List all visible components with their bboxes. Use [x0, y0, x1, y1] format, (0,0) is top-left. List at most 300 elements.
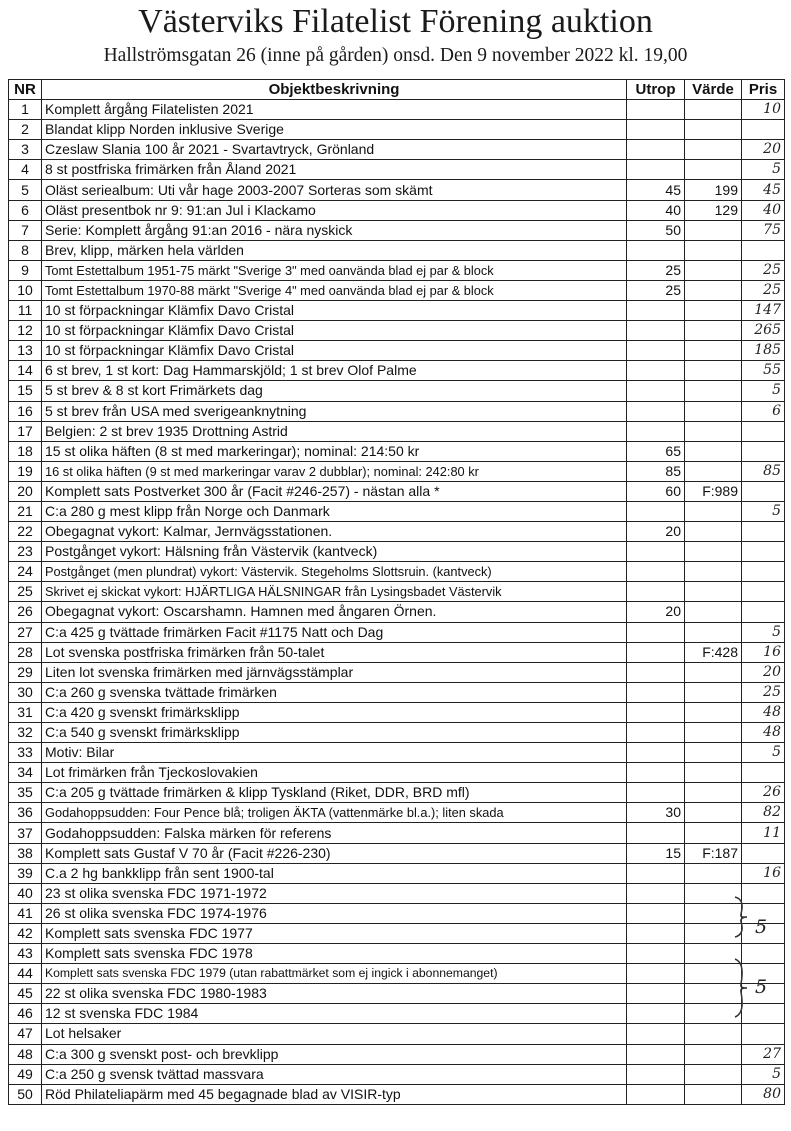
cell-nr: 23 — [9, 542, 42, 562]
table-row — [9, 923, 785, 943]
cell-nr: 41 — [9, 903, 42, 923]
cell-description: C.a 2 hg bankklipp från sent 1900-tal — [42, 863, 627, 883]
cell-varde — [685, 863, 742, 883]
cell-pris: 40 — [742, 200, 785, 220]
cell-utrop — [627, 120, 685, 140]
table-row — [9, 401, 785, 421]
table-row — [9, 220, 785, 240]
table-row — [9, 1084, 785, 1104]
table-row — [9, 903, 785, 923]
cell-utrop — [627, 883, 685, 903]
cell-utrop — [627, 160, 685, 180]
cell-nr: 31 — [9, 702, 42, 722]
cell-nr: 4 — [9, 160, 42, 180]
cell-varde — [685, 763, 742, 783]
cell-utrop — [627, 1084, 685, 1104]
cell-utrop — [627, 341, 685, 361]
cell-utrop: 45 — [627, 180, 685, 200]
cell-pris: 20 — [742, 140, 785, 160]
table-row — [9, 1064, 785, 1084]
cell-nr: 8 — [9, 240, 42, 260]
table-row — [9, 562, 785, 582]
cell-description: 6 st brev, 1 st kort: Dag Hammarskjöld; 1 st brev Olof Palme — [42, 361, 627, 381]
cell-utrop: 40 — [627, 200, 685, 220]
cell-description: Tomt Estettalbum 1970-88 märkt "Sverige 4" med oanvända blad ej par & block — [42, 280, 627, 300]
cell-pris: 5 — [742, 160, 785, 180]
cell-pris: 25 — [742, 682, 785, 702]
cell-nr: 20 — [9, 481, 42, 501]
cell-utrop — [627, 542, 685, 562]
cell-nr: 47 — [9, 1024, 42, 1044]
cell-nr: 13 — [9, 341, 42, 361]
cell-utrop — [627, 903, 685, 923]
cell-description: Röd Philateliapärm med 45 begagnade blad av VISIR-typ — [42, 1084, 627, 1104]
cell-nr: 2 — [9, 120, 42, 140]
table-row — [9, 542, 785, 562]
cell-pris: 265 — [742, 321, 785, 341]
column-header-utrop: Utrop — [627, 80, 685, 100]
cell-nr: 42 — [9, 923, 42, 943]
cell-nr: 39 — [9, 863, 42, 883]
cell-utrop: 65 — [627, 441, 685, 461]
cell-description: Oläst presentbok nr 9: 91:an Jul i Klackamo — [42, 200, 627, 220]
cell-pris: 10 — [742, 100, 785, 120]
cell-pris — [742, 120, 785, 140]
table-row — [9, 803, 785, 823]
cell-varde — [685, 421, 742, 441]
cell-nr: 49 — [9, 1064, 42, 1084]
cell-varde — [685, 120, 742, 140]
cell-pris: 25 — [742, 280, 785, 300]
cell-utrop: 25 — [627, 280, 685, 300]
table-row — [9, 361, 785, 381]
cell-varde — [685, 220, 742, 240]
cell-pris: 48 — [742, 723, 785, 743]
table-row — [9, 622, 785, 642]
cell-nr: 33 — [9, 743, 42, 763]
column-header-varde: Värde — [685, 80, 742, 100]
cell-description: 16 st olika häften (9 st med markeringar varav 2 dubblar); nominal: 242:80 kr — [42, 461, 627, 481]
cell-varde — [685, 1084, 742, 1104]
cell-utrop: 15 — [627, 843, 685, 863]
cell-description: Lot svenska postfriska frimärken från 50-talet — [42, 642, 627, 662]
table-row — [9, 160, 785, 180]
cell-pris: 5 — [742, 743, 785, 763]
cell-pris — [742, 763, 785, 783]
cell-description: Komplett sats svenska FDC 1979 (utan rabattmärket som ej ingick i abonnemanget) — [42, 964, 627, 984]
cell-description: 5 st brev & 8 st kort Frimärkets dag — [42, 381, 627, 401]
column-header-nr: NR — [9, 80, 42, 100]
cell-nr: 5 — [9, 180, 42, 200]
cell-description: C:a 420 g svenskt frimärksklipp — [42, 702, 627, 722]
group-price-40-41: 5 — [755, 916, 768, 938]
cell-nr: 46 — [9, 1004, 42, 1024]
cell-pris: 5 — [742, 501, 785, 521]
cell-nr: 25 — [9, 582, 42, 602]
cell-nr: 14 — [9, 361, 42, 381]
table-row — [9, 763, 785, 783]
table-row — [9, 341, 785, 361]
cell-varde — [685, 562, 742, 582]
cell-varde — [685, 100, 742, 120]
cell-nr: 11 — [9, 301, 42, 321]
cell-description: Blandat klipp Norden inklusive Sverige — [42, 120, 627, 140]
cell-nr: 27 — [9, 622, 42, 642]
cell-nr: 43 — [9, 944, 42, 964]
cell-varde — [685, 160, 742, 180]
cell-description: C:a 540 g svenskt frimärksklipp — [42, 723, 627, 743]
cell-utrop — [627, 501, 685, 521]
cell-varde: 129 — [685, 200, 742, 220]
cell-utrop — [627, 421, 685, 441]
cell-nr: 15 — [9, 381, 42, 401]
table-row — [9, 140, 785, 160]
cell-utrop — [627, 321, 685, 341]
cell-varde — [685, 823, 742, 843]
cell-utrop: 20 — [627, 602, 685, 622]
cell-description: Komplett sats svenska FDC 1978 — [42, 944, 627, 964]
cell-varde — [685, 1024, 742, 1044]
cell-utrop — [627, 140, 685, 160]
cell-description: C:a 260 g svenska tvättade frimärken — [42, 682, 627, 702]
cell-varde: F:989 — [685, 481, 742, 501]
cell-varde — [685, 783, 742, 803]
table-row — [9, 120, 785, 140]
cell-pris: 16 — [742, 863, 785, 883]
cell-description: 12 st svenska FDC 1984 — [42, 1004, 627, 1024]
cell-description: 15 st olika häften (8 st med markeringar); nominal: 214:50 kr — [42, 441, 627, 461]
cell-utrop — [627, 944, 685, 964]
cell-varde — [685, 803, 742, 823]
cell-varde — [685, 1064, 742, 1084]
table-row — [9, 702, 785, 722]
group-brace-40-41 — [733, 896, 753, 938]
page-subtitle: Hallströmsgatan 26 (inne på gården) onsd. Den 9 november 2022 kl. 19,00 — [103, 45, 688, 66]
cell-varde — [685, 321, 742, 341]
table-row — [9, 783, 785, 803]
cell-varde — [685, 622, 742, 642]
cell-nr: 22 — [9, 522, 42, 542]
cell-pris — [742, 562, 785, 582]
cell-description: Postgånget (men plundrat) vykort: Västervik. Stegeholms Slottsruin. (kantveck) — [42, 562, 627, 582]
cell-varde: 199 — [685, 180, 742, 200]
cell-description: Komplett sats Postverket 300 år (Facit #246-257) - nästan alla * — [42, 481, 627, 501]
cell-varde: F:187 — [685, 843, 742, 863]
cell-varde — [685, 542, 742, 562]
cell-pris: 6 — [742, 401, 785, 421]
cell-utrop: 25 — [627, 260, 685, 280]
table-row — [9, 944, 785, 964]
cell-utrop — [627, 582, 685, 602]
table-row — [9, 381, 785, 401]
cell-nr: 45 — [9, 984, 42, 1004]
cell-pris — [742, 421, 785, 441]
cell-nr: 30 — [9, 682, 42, 702]
cell-description: Komplett sats Gustaf V 70 år (Facit #226-230) — [42, 843, 627, 863]
cell-description: Brev, klipp, märken hela världen — [42, 240, 627, 260]
cell-pris: 45 — [742, 180, 785, 200]
cell-utrop — [627, 1004, 685, 1024]
cell-utrop — [627, 723, 685, 743]
cell-utrop: 60 — [627, 481, 685, 501]
table-row — [9, 823, 785, 843]
cell-pris: 80 — [742, 1084, 785, 1104]
cell-description: 23 st olika svenska FDC 1971-1972 — [42, 883, 627, 903]
cell-varde — [685, 723, 742, 743]
cell-utrop — [627, 763, 685, 783]
cell-varde — [685, 441, 742, 461]
table-row — [9, 280, 785, 300]
cell-varde — [685, 1044, 742, 1064]
cell-description: Godahoppsudden: Four Pence blå; troligen ÄKTA (vattenmärke bl.a.); liten skada — [42, 803, 627, 823]
cell-description: 10 st förpackningar Klämfix Davo Cristal — [42, 341, 627, 361]
page-title: Västerviks Filatelist Förening auktion — [138, 3, 653, 40]
group-price-42-45: 5 — [755, 976, 768, 998]
cell-nr: 17 — [9, 421, 42, 441]
cell-pris — [742, 481, 785, 501]
cell-description: 10 st förpackningar Klämfix Davo Cristal — [42, 301, 627, 321]
cell-varde — [685, 582, 742, 602]
cell-pris: 48 — [742, 702, 785, 722]
table-row — [9, 240, 785, 260]
cell-pris: 5 — [742, 1064, 785, 1084]
cell-utrop — [627, 401, 685, 421]
cell-nr: 38 — [9, 843, 42, 863]
cell-utrop — [627, 1024, 685, 1044]
cell-varde — [685, 682, 742, 702]
cell-pris: 27 — [742, 1044, 785, 1064]
table-row — [9, 582, 785, 602]
cell-description: Oläst seriealbum: Uti vår hage 2003-2007 Sorteras som skämt — [42, 180, 627, 200]
table-body — [9, 100, 785, 1105]
cell-pris: 85 — [742, 461, 785, 481]
cell-utrop — [627, 100, 685, 120]
cell-utrop — [627, 682, 685, 702]
cell-description: Postgånget vykort: Hälsning från Västervik (kantveck) — [42, 542, 627, 562]
cell-nr: 28 — [9, 642, 42, 662]
table-row — [9, 522, 785, 542]
cell-nr: 35 — [9, 783, 42, 803]
table-row — [9, 1044, 785, 1064]
cell-nr: 3 — [9, 140, 42, 160]
cell-pris: 5 — [742, 381, 785, 401]
cell-nr: 7 — [9, 220, 42, 240]
cell-utrop — [627, 923, 685, 943]
table-row — [9, 100, 785, 120]
cell-utrop — [627, 381, 685, 401]
cell-varde — [685, 702, 742, 722]
cell-pris: 5 — [742, 622, 785, 642]
cell-utrop: 85 — [627, 461, 685, 481]
cell-pris — [742, 522, 785, 542]
cell-nr: 16 — [9, 401, 42, 421]
cell-description: Obegagnat vykort: Oscarshamn. Hamnen med ångaren Örnen. — [42, 602, 627, 622]
cell-pris: 75 — [742, 220, 785, 240]
cell-pris — [742, 240, 785, 260]
cell-varde: F:428 — [685, 642, 742, 662]
cell-description: C:a 300 g svenskt post- och brevklipp — [42, 1044, 627, 1064]
cell-varde — [685, 743, 742, 763]
cell-utrop — [627, 1044, 685, 1064]
cell-varde — [685, 140, 742, 160]
cell-nr: 40 — [9, 883, 42, 903]
table-row — [9, 883, 785, 903]
cell-utrop: 30 — [627, 803, 685, 823]
cell-pris: 82 — [742, 803, 785, 823]
cell-description: Lot helsaker — [42, 1024, 627, 1044]
cell-nr: 37 — [9, 823, 42, 843]
column-header-pris: Pris — [742, 80, 785, 100]
cell-pris: 20 — [742, 662, 785, 682]
table-row — [9, 461, 785, 481]
cell-description: C:a 280 g mest klipp från Norge och Danmark — [42, 501, 627, 521]
cell-description: 8 st postfriska frimärken från Åland 2021 — [42, 160, 627, 180]
cell-nr: 18 — [9, 441, 42, 461]
cell-pris — [742, 542, 785, 562]
table-row — [9, 200, 785, 220]
cell-varde — [685, 341, 742, 361]
cell-description: Skrivet ej skickat vykort: HJÄRTLIGA HÄLSNINGAR från Lysingsbadet Västervik — [42, 582, 627, 602]
cell-nr: 26 — [9, 602, 42, 622]
cell-utrop — [627, 702, 685, 722]
cell-description: C:a 205 g tvättade frimärken & klipp Tyskland (Riket, DDR, BRD mfl) — [42, 783, 627, 803]
table-row — [9, 260, 785, 280]
cell-pris — [742, 582, 785, 602]
cell-description: C:a 250 g svensk tvättad massvara — [42, 1064, 627, 1084]
cell-utrop — [627, 622, 685, 642]
cell-description: Lot frimärken från Tjeckoslovakien — [42, 763, 627, 783]
cell-nr: 6 — [9, 200, 42, 220]
cell-nr: 21 — [9, 501, 42, 521]
table-row — [9, 441, 785, 461]
cell-varde — [685, 522, 742, 542]
cell-description: Serie: Komplett årgång 91:an 2016 - nära nyskick — [42, 220, 627, 240]
cell-utrop — [627, 361, 685, 381]
table-row — [9, 1024, 785, 1044]
cell-utrop — [627, 984, 685, 1004]
cell-nr: 12 — [9, 321, 42, 341]
cell-pris: 147 — [742, 301, 785, 321]
cell-utrop — [627, 823, 685, 843]
cell-description: Komplett årgång Filatelisten 2021 — [42, 100, 627, 120]
cell-pris — [742, 843, 785, 863]
cell-utrop — [627, 783, 685, 803]
cell-nr: 24 — [9, 562, 42, 582]
table-row — [9, 301, 785, 321]
cell-description: Tomt Estettalbum 1951-75 märkt "Sverige 3" med oanvända blad ej par & block — [42, 260, 627, 280]
cell-pris: 25 — [742, 260, 785, 280]
cell-utrop — [627, 743, 685, 763]
table-row — [9, 863, 785, 883]
cell-pris: 55 — [742, 361, 785, 381]
table-row — [9, 964, 785, 984]
cell-varde — [685, 361, 742, 381]
cell-pris: 16 — [742, 642, 785, 662]
table-row — [9, 501, 785, 521]
cell-nr: 36 — [9, 803, 42, 823]
cell-nr: 9 — [9, 260, 42, 280]
cell-pris — [742, 1024, 785, 1044]
table-row — [9, 642, 785, 662]
cell-pris: 26 — [742, 783, 785, 803]
table-row — [9, 682, 785, 702]
cell-pris: 11 — [742, 823, 785, 843]
cell-varde — [685, 401, 742, 421]
cell-pris: 185 — [742, 341, 785, 361]
cell-utrop — [627, 301, 685, 321]
table-row — [9, 421, 785, 441]
cell-utrop — [627, 240, 685, 260]
cell-description: 22 st olika svenska FDC 1980-1983 — [42, 984, 627, 1004]
cell-nr: 29 — [9, 662, 42, 682]
table-row — [9, 180, 785, 200]
cell-description: 10 st förpackningar Klämfix Davo Cristal — [42, 321, 627, 341]
cell-nr: 34 — [9, 763, 42, 783]
cell-varde — [685, 240, 742, 260]
table-row — [9, 984, 785, 1004]
table-row — [9, 1004, 785, 1024]
cell-varde — [685, 501, 742, 521]
cell-description: 26 st olika svenska FDC 1974-1976 — [42, 903, 627, 923]
cell-description: Komplett sats svenska FDC 1977 — [42, 923, 627, 943]
cell-description: Liten lot svenska frimärken med järnvägsstämplar — [42, 662, 627, 682]
cell-nr: 48 — [9, 1044, 42, 1064]
cell-varde — [685, 301, 742, 321]
table-row — [9, 723, 785, 743]
auction-table — [8, 79, 785, 1105]
table-row — [9, 321, 785, 341]
cell-utrop — [627, 642, 685, 662]
cell-utrop — [627, 1064, 685, 1084]
group-brace-42-45 — [733, 958, 753, 1018]
cell-description: Czeslaw Slania 100 år 2021 - Svartavtryck, Grönland — [42, 140, 627, 160]
cell-pris — [742, 602, 785, 622]
cell-description: Motiv: Bilar — [42, 743, 627, 763]
cell-description: Godahoppsudden: Falska märken för referens — [42, 823, 627, 843]
table-row — [9, 481, 785, 501]
cell-nr: 19 — [9, 461, 42, 481]
table-row — [9, 743, 785, 763]
table-row — [9, 843, 785, 863]
cell-description: Obegagnat vykort: Kalmar, Jernvägsstationen. — [42, 522, 627, 542]
cell-description: Belgien: 2 st brev 1935 Drottning Astrid — [42, 421, 627, 441]
table-row — [9, 662, 785, 682]
cell-utrop — [627, 562, 685, 582]
cell-nr: 10 — [9, 280, 42, 300]
cell-varde — [685, 280, 742, 300]
table-row — [9, 602, 785, 622]
cell-varde — [685, 260, 742, 280]
cell-pris — [742, 441, 785, 461]
cell-nr: 50 — [9, 1084, 42, 1104]
cell-utrop — [627, 662, 685, 682]
cell-varde — [685, 662, 742, 682]
table-header-row — [9, 80, 785, 100]
cell-utrop — [627, 863, 685, 883]
cell-nr: 1 — [9, 100, 42, 120]
cell-varde — [685, 461, 742, 481]
cell-description: C:a 425 g tvättade frimärken Facit #1175 Natt och Dag — [42, 622, 627, 642]
column-header-description: Objektbeskrivning — [42, 80, 627, 100]
cell-utrop — [627, 964, 685, 984]
cell-varde — [685, 602, 742, 622]
cell-nr: 32 — [9, 723, 42, 743]
cell-varde — [685, 381, 742, 401]
cell-utrop: 20 — [627, 522, 685, 542]
cell-description: 5 st brev från USA med sverigeanknytning — [42, 401, 627, 421]
cell-utrop: 50 — [627, 220, 685, 240]
cell-nr: 44 — [9, 964, 42, 984]
